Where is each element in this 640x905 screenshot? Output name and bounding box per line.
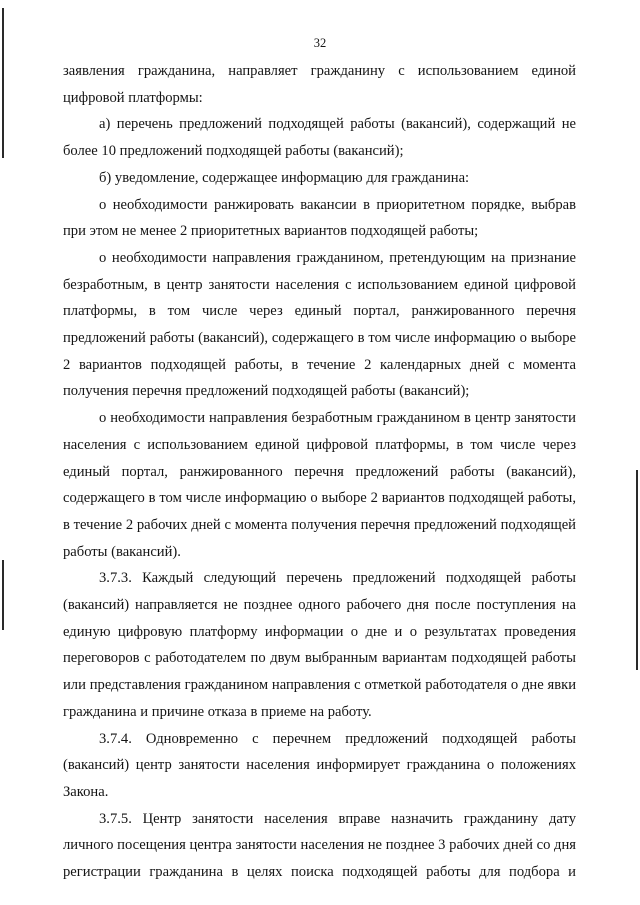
page-number: 32	[313, 36, 327, 50]
paragraph-section-3-7-3: 3.7.3. Каждый следующий перечень предложений подходящей работы (вакансий) направляется не позднее одного рабочего дня после поступления на единую цифровую платформу информации о дне и о результатах проведения переговоров с работодателем по двум выбранным вариантам подходящей работы или представления гражданином направления с отметкой работодателя о дне явки гражданина и причине отказа в приеме на работу.	[63, 570, 576, 720]
paragraph-bullet-claimant: о необходимости направления гражданином, претендующим на признание безработным, в центр занятости населения с использованием единой цифровой платформы, в том числе через единый портал, ранжированного перечня предложений работы (вакансий), содержащего в том числе информацию о выборе 2 вариантов подходящей работы, в течение 2 календарных дней с момента получения перечня предложений подходящей работы (вакансий);	[63, 249, 576, 400]
document-body	[63, 58, 576, 886]
paragraph-continuation: заявления гражданина, направляет гражданину с использованием единой цифровой платформы:	[63, 63, 576, 106]
scan-edge-mark-left-lower	[2, 560, 4, 630]
paragraph-list-item-b: б) уведомление, содержащее информацию для гражданина:	[99, 169, 470, 186]
scan-edge-mark-left	[2, 8, 4, 158]
scan-edge-mark-right	[636, 470, 638, 670]
paragraph-section-3-7-5: 3.7.5. Центр занятости населения вправе назначить гражданину дату личного посещения центра занятости населения не позднее 3 рабочих дней со дня регистрации гражданина в целях поиска подходящей работы для подбора и	[63, 810, 576, 881]
paragraph-bullet-ranking: о необходимости ранжировать вакансии в приоритетном порядке, выбрав при этом не менее 2 приоритетных вариантов подходящей работы;	[63, 196, 576, 240]
paragraph-list-item-a: а) перечень предложений подходящей работы (вакансий), содержащий не более 10 предложений подходящей работы (вакансий);	[63, 116, 576, 160]
paragraph-bullet-unemployed: о необходимости направления безработным гражданином в центр занятости населения с использованием единой цифровой платформы, в том числе через единый портал, ранжированного перечня предложений работы (вакансий), содержащего в том числе информацию о выборе 2 вариантов подходящей работы, в течение 2 рабочих дней с момента получения перечня предложений подходящей работы (вакансий).	[63, 410, 576, 560]
paragraph-section-3-7-4: 3.7.4. Одновременно с перечнем предложений подходящей работы (вакансий) центр занятости населения информирует гражданина о положениях Закона.	[63, 730, 576, 800]
